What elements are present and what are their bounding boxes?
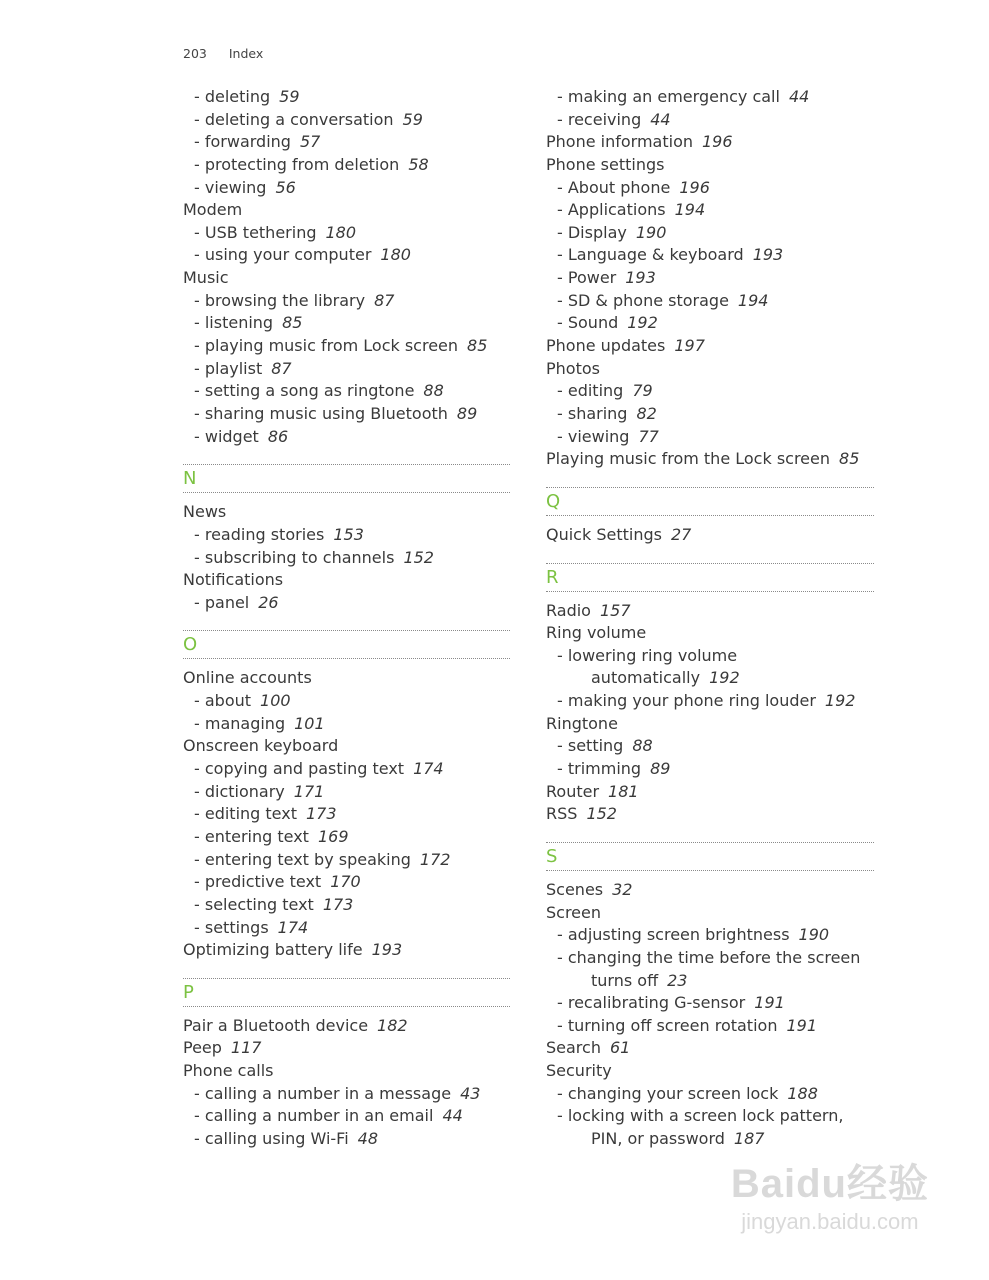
index-entry [546, 524, 874, 547]
index-subentry [183, 1128, 510, 1151]
entry-text: - widget [194, 426, 259, 446]
page-reference[interactable]: 180 [325, 222, 357, 242]
index-entry [183, 667, 510, 690]
entry-text: - dictionary [194, 781, 285, 801]
entry-text: - deleting a conversation [194, 109, 394, 129]
index-entry [546, 622, 874, 645]
page-reference[interactable]: 152 [403, 547, 434, 567]
index-subentry [546, 380, 874, 403]
page-reference[interactable]: 57 [299, 132, 321, 152]
entry-text: - entering text by speaking [194, 849, 411, 869]
index-subentry [183, 131, 510, 154]
index-subentry [546, 109, 874, 132]
index-subentry [183, 86, 510, 109]
page-reference[interactable]: 187 [733, 1128, 765, 1148]
entry-text: Pair a Bluetooth device [183, 1015, 369, 1035]
page-reference[interactable]: 59 [279, 87, 300, 106]
index-subentry [183, 1105, 510, 1128]
entry-text: automatically [591, 668, 701, 688]
index-entry [183, 199, 510, 222]
entry-text: Router [546, 781, 600, 801]
index-entry [546, 1060, 874, 1083]
entry-text: - copying and pasting text [194, 759, 405, 779]
page-reference[interactable]: 191 [786, 1015, 817, 1035]
page-reference[interactable]: 193 [625, 268, 656, 288]
index-subentry [183, 781, 510, 804]
section-label: Index [228, 46, 264, 61]
page-reference[interactable]: 194 [737, 290, 769, 310]
page-reference[interactable]: 196 [702, 132, 733, 152]
index-subentry [546, 1083, 874, 1106]
entry-text: Notifications [183, 570, 284, 590]
index-entry [546, 448, 874, 471]
entry-text: - making your phone ring louder [557, 691, 816, 711]
entry-text: Screen [546, 902, 602, 922]
entry-text: - managing [194, 713, 286, 733]
page-reference[interactable]: 89 [456, 403, 478, 423]
index-subentry [183, 335, 510, 358]
entry-text: - forwarding [194, 132, 291, 152]
entry-text: PIN, or password [591, 1128, 725, 1148]
index-subentry [183, 826, 510, 849]
index-subentry [183, 524, 510, 547]
page-reference[interactable]: 117 [230, 1038, 262, 1058]
entry-text: Ringtone [546, 713, 618, 733]
entry-text: - viewing [557, 426, 630, 446]
entry-text: Phone settings [546, 154, 665, 174]
index-subentry [183, 758, 510, 781]
entry-text: Security [546, 1061, 612, 1081]
index-subentry [183, 312, 510, 335]
page-reference[interactable]: 44 [442, 1106, 463, 1126]
entry-text: Music [183, 268, 229, 288]
page-reference[interactable]: 87 [271, 358, 292, 378]
index-subentry [546, 947, 874, 970]
index-subentry [183, 177, 510, 200]
entry-text: - Display [557, 222, 627, 242]
entry-text: Online accounts [183, 668, 312, 688]
page-header [183, 46, 281, 61]
index-subentry [546, 645, 874, 668]
entry-text: - browsing the library [194, 290, 366, 310]
index-subentry [546, 267, 874, 290]
page-reference[interactable]: 192 [709, 668, 740, 688]
index-entry [546, 600, 874, 623]
entry-text: - setting [557, 736, 624, 756]
page-reference[interactable]: 48 [357, 1128, 379, 1148]
entry-text: - reading stories [194, 524, 325, 544]
entry-text: - calling using Wi-Fi [194, 1128, 349, 1148]
entry-text: Ring volume [546, 623, 647, 643]
page-reference[interactable]: 77 [638, 426, 659, 446]
entry-text: Optimizing battery life [183, 940, 363, 960]
index-subentry [183, 803, 510, 826]
entry-text: - lowering ring volume [557, 645, 738, 665]
index-entry [546, 358, 874, 381]
page-reference[interactable]: 194 [674, 200, 706, 220]
index-column-right [546, 86, 874, 1151]
entry-text: - about [194, 691, 252, 711]
page-reference[interactable]: 152 [586, 804, 617, 824]
index-subentry [546, 970, 874, 993]
entry-text: - predictive text [194, 872, 322, 892]
entry-text: - subscribing to channels [194, 547, 395, 567]
watermark-url: jingyan.baidu.com [741, 1209, 919, 1234]
entry-text: - SD & phone storage [557, 290, 729, 310]
entry-text: - settings [194, 917, 269, 937]
index-entry [183, 569, 510, 592]
entry-text: - changing your screen lock [557, 1083, 779, 1103]
page-reference[interactable]: 23 [667, 970, 688, 990]
entry-text: Photos [546, 358, 600, 378]
page-reference[interactable]: 196 [679, 177, 710, 197]
index-subentry [183, 290, 510, 313]
index-subentry [183, 894, 510, 917]
index-subentry [183, 917, 510, 940]
index-subentry [546, 403, 874, 426]
watermark-logo: Baidu经验 [730, 1162, 929, 1206]
page-reference[interactable]: 172 [419, 849, 451, 869]
page-reference[interactable]: 58 [408, 154, 429, 174]
entry-text: Search [546, 1038, 601, 1058]
entry-text: Scenes [546, 879, 604, 899]
entry-text: Modem [183, 200, 243, 220]
page-reference[interactable]: 26 [258, 592, 279, 612]
entry-text: - using your computer [194, 245, 372, 265]
page-number: 203 [183, 46, 207, 61]
index-subentry [546, 924, 874, 947]
section-letter: P [183, 978, 510, 1007]
page-reference[interactable]: 171 [293, 781, 325, 801]
entry-text: - making an emergency call [557, 87, 780, 106]
page-reference[interactable]: 157 [599, 600, 631, 620]
entry-text: - turning off screen rotation [557, 1015, 778, 1035]
entry-text: - listening [194, 313, 274, 333]
entry-text: - locking with a screen lock pattern, [557, 1106, 844, 1126]
entry-text: Phone calls [183, 1061, 274, 1081]
entry-text: - sharing music using Bluetooth [194, 403, 448, 423]
index-entry [546, 335, 874, 358]
index-subentry [546, 177, 874, 200]
index-subentry [546, 1015, 874, 1038]
page-reference[interactable]: 86 [267, 426, 289, 446]
entry-text: - About phone [557, 177, 671, 197]
index-subentry [546, 222, 874, 245]
index-entry [546, 1037, 874, 1060]
entry-text: Radio [546, 600, 591, 620]
index-entry [183, 1060, 510, 1083]
entry-text: - receiving [557, 109, 642, 129]
entry-text: - editing text [194, 804, 297, 824]
page-reference[interactable]: 56 [275, 177, 296, 197]
page-reference[interactable]: 173 [305, 804, 337, 824]
index-entry [546, 713, 874, 736]
index-subentry [546, 312, 874, 335]
entry-text: - protecting from deletion [194, 154, 400, 174]
page-reference[interactable]: 79 [632, 381, 653, 401]
index-subentry [546, 758, 874, 781]
entry-text: - viewing [194, 177, 267, 197]
index-subentry [183, 426, 510, 449]
page-reference[interactable]: 190 [798, 925, 830, 945]
index-subentry [546, 199, 874, 222]
index-subentry [183, 109, 510, 132]
index-subentry [183, 690, 510, 713]
index-subentry [546, 690, 874, 713]
index-subentry [546, 86, 874, 109]
page-reference[interactable]: 100 [260, 691, 291, 711]
index-subentry [183, 154, 510, 177]
page-reference[interactable]: 190 [635, 222, 667, 242]
page-reference[interactable]: 88 [423, 381, 444, 401]
index-subentry [183, 1083, 510, 1106]
page-reference[interactable]: 27 [670, 524, 692, 544]
index-entry [183, 939, 510, 962]
entry-text: Quick Settings [546, 524, 662, 544]
page-reference[interactable]: 182 [377, 1015, 408, 1035]
index-subentry [183, 403, 510, 426]
index-entry [546, 902, 874, 925]
entry-text: Phone information [546, 132, 693, 152]
index-subentry [183, 380, 510, 403]
index-subentry [183, 849, 510, 872]
index-entry [183, 1015, 510, 1038]
entry-text: Onscreen keyboard [183, 736, 339, 756]
page-reference[interactable]: 181 [608, 781, 639, 801]
entry-text: - trimming [557, 759, 642, 779]
index-subentry [183, 222, 510, 245]
watermark [731, 1152, 929, 1235]
page-reference[interactable]: 191 [754, 993, 785, 1013]
page-reference[interactable]: 44 [650, 109, 671, 129]
entry-text: Playing music from the Lock screen [546, 449, 831, 469]
page-reference[interactable]: 87 [374, 290, 395, 310]
index-subentry [183, 871, 510, 894]
page-reference[interactable]: 192 [627, 313, 658, 333]
page-reference[interactable]: 44 [788, 87, 810, 106]
entry-text: - editing [557, 381, 624, 401]
entry-text: - recalibrating G-sensor [557, 993, 746, 1013]
index-entry [546, 154, 874, 177]
index-subentry [546, 290, 874, 313]
entry-text: Peep [183, 1038, 222, 1058]
page-reference[interactable]: 85 [282, 313, 303, 333]
entry-text: News [183, 502, 227, 522]
page-reference[interactable]: 170 [330, 872, 361, 892]
entry-text: - changing the time before the screen [557, 947, 861, 967]
index-subentry [546, 244, 874, 267]
page-reference[interactable]: 85 [839, 449, 860, 469]
entry-text: - playlist [194, 358, 263, 378]
index-subentry [546, 667, 874, 690]
entry-text: turns off [591, 970, 659, 990]
entry-text: - selecting text [194, 894, 314, 914]
section-letter: O [183, 630, 510, 659]
index-entry [546, 803, 874, 826]
index-subentry [546, 1128, 874, 1151]
page-reference[interactable]: 197 [674, 336, 705, 356]
entry-text: - deleting [194, 87, 271, 106]
section-letter: N [183, 464, 510, 493]
entry-text: - Power [557, 268, 617, 288]
index-entry [183, 501, 510, 524]
page-reference[interactable]: 85 [467, 336, 488, 356]
page-reference[interactable]: 193 [752, 245, 784, 265]
entry-text: - adjusting screen brightness [557, 925, 790, 945]
page-reference[interactable]: 32 [612, 879, 633, 899]
entry-text: - calling a number in an email [194, 1106, 434, 1126]
page-reference[interactable]: 43 [460, 1083, 481, 1103]
page-reference[interactable]: 153 [333, 524, 364, 544]
page-reference[interactable]: 169 [317, 826, 349, 846]
index-entry [546, 781, 874, 804]
entry-text: - calling a number in a message [194, 1083, 452, 1103]
page-reference[interactable]: 173 [322, 894, 354, 914]
index-subentry [183, 713, 510, 736]
index-subentry [183, 358, 510, 381]
entry-text: - USB tethering [194, 222, 317, 242]
page-reference[interactable]: 101 [294, 713, 325, 733]
page-reference[interactable]: 82 [636, 403, 657, 423]
index-column-left [183, 86, 510, 1151]
index-entry [183, 1037, 510, 1060]
page-reference[interactable]: 174 [413, 759, 444, 779]
page-reference[interactable]: 174 [277, 917, 309, 937]
index-subentry [546, 992, 874, 1015]
index-entry [546, 879, 874, 902]
index-entry [183, 267, 510, 290]
index-subentry [183, 547, 510, 570]
page-reference[interactable]: 88 [632, 736, 653, 756]
index-subentry [546, 1105, 874, 1128]
page-reference[interactable]: 188 [787, 1083, 818, 1103]
entry-text: - Language & keyboard [557, 245, 744, 265]
entry-text: - entering text [194, 826, 309, 846]
page-reference[interactable]: 192 [824, 691, 856, 711]
entry-text: - playing music from Lock screen [194, 336, 459, 356]
entry-text: - Applications [557, 200, 666, 220]
page-reference[interactable]: 61 [609, 1038, 631, 1058]
page-reference[interactable]: 89 [650, 759, 671, 779]
section-letter: R [546, 563, 874, 592]
index-subentry [546, 735, 874, 758]
index-subentry [183, 592, 510, 615]
page-reference[interactable]: 193 [371, 940, 403, 960]
section-letter: Q [546, 487, 874, 516]
entry-text: - panel [194, 592, 250, 612]
page-reference[interactable]: 180 [380, 245, 411, 265]
entry-text: - sharing [557, 403, 628, 423]
section-letter: S [546, 842, 874, 871]
index-subentry [546, 426, 874, 449]
entry-text: - Sound [557, 313, 619, 333]
entry-text: Phone updates [546, 336, 666, 356]
index-entry [546, 131, 874, 154]
entry-text: RSS [546, 804, 578, 824]
index-entry [183, 735, 510, 758]
index-subentry [183, 244, 510, 267]
page-reference[interactable]: 59 [402, 109, 423, 129]
entry-text: - setting a song as ringtone [194, 381, 415, 401]
